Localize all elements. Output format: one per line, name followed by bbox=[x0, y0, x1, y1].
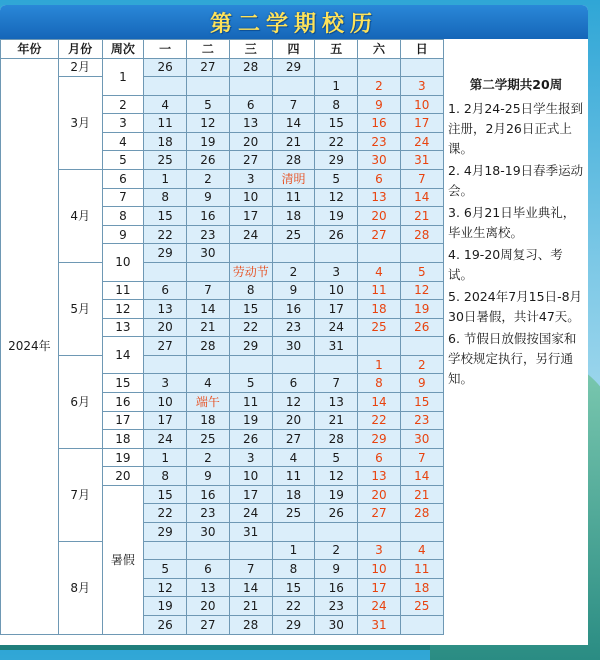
date-cell: 2 bbox=[315, 541, 358, 560]
date-cell: 3 bbox=[315, 262, 358, 281]
date-cell: 3 bbox=[400, 77, 443, 96]
week-number-cell: 17 bbox=[102, 411, 144, 430]
date-cell: 22 bbox=[315, 132, 358, 151]
date-cell bbox=[358, 244, 401, 263]
date-cell: 26 bbox=[229, 430, 272, 449]
holiday-cell: 劳动节 bbox=[229, 262, 272, 281]
date-cell: 19 bbox=[144, 597, 187, 616]
date-cell: 21 bbox=[229, 597, 272, 616]
date-cell: 28 bbox=[315, 430, 358, 449]
year-cell: 2024年 bbox=[1, 58, 59, 634]
date-cell: 28 bbox=[272, 151, 315, 170]
date-cell: 19 bbox=[187, 132, 230, 151]
date-cell: 6 bbox=[187, 560, 230, 579]
week-number-cell: 8 bbox=[102, 207, 144, 226]
date-cell: 13 bbox=[358, 467, 401, 486]
date-cell: 18 bbox=[187, 411, 230, 430]
date-cell: 11 bbox=[358, 281, 401, 300]
date-cell bbox=[229, 541, 272, 560]
date-cell bbox=[272, 523, 315, 542]
column-header: 一 bbox=[144, 40, 187, 59]
date-cell: 22 bbox=[229, 318, 272, 337]
date-cell: 16 bbox=[315, 578, 358, 597]
holiday-cell: 端午 bbox=[187, 392, 230, 411]
date-cell: 30 bbox=[315, 615, 358, 634]
column-header: 五 bbox=[315, 40, 358, 59]
note-item: 4. 19-20周复习、考试。 bbox=[448, 247, 563, 282]
date-cell: 28 bbox=[229, 58, 272, 77]
week-number-cell: 4 bbox=[102, 132, 144, 151]
date-cell: 18 bbox=[358, 300, 401, 319]
date-cell: 20 bbox=[358, 207, 401, 226]
week-number-cell: 2 bbox=[102, 95, 144, 114]
date-cell: 26 bbox=[144, 615, 187, 634]
date-cell: 5 bbox=[144, 560, 187, 579]
note-item: 6. 节假日放假按国家和学校规定执行，另行通知。 bbox=[448, 331, 577, 386]
column-header: 二 bbox=[187, 40, 230, 59]
date-cell bbox=[187, 77, 230, 96]
date-cell: 20 bbox=[229, 132, 272, 151]
note-item: 2. 4月18-19日春季运动会。 bbox=[448, 163, 584, 198]
date-cell: 1 bbox=[144, 170, 187, 189]
date-cell bbox=[400, 523, 443, 542]
week-number-cell: 19 bbox=[102, 448, 144, 467]
date-cell: 9 bbox=[315, 560, 358, 579]
date-cell: 20 bbox=[358, 485, 401, 504]
week-number-cell: 7 bbox=[102, 188, 144, 207]
date-cell: 16 bbox=[187, 485, 230, 504]
date-cell: 24 bbox=[315, 318, 358, 337]
date-cell: 22 bbox=[358, 411, 401, 430]
date-cell: 21 bbox=[187, 318, 230, 337]
date-cell: 13 bbox=[229, 114, 272, 133]
date-cell: 3 bbox=[229, 448, 272, 467]
date-cell bbox=[315, 58, 358, 77]
date-cell: 14 bbox=[358, 392, 401, 411]
date-cell: 21 bbox=[400, 207, 443, 226]
date-cell bbox=[144, 541, 187, 560]
date-cell: 6 bbox=[144, 281, 187, 300]
notes-list bbox=[448, 99, 584, 389]
date-cell: 11 bbox=[272, 467, 315, 486]
date-cell: 5 bbox=[229, 374, 272, 393]
date-cell: 26 bbox=[400, 318, 443, 337]
date-cell: 14 bbox=[187, 300, 230, 319]
date-cell: 13 bbox=[358, 188, 401, 207]
date-cell: 27 bbox=[187, 58, 230, 77]
week-number-cell: 20 bbox=[102, 467, 144, 486]
date-cell bbox=[400, 58, 443, 77]
date-cell: 24 bbox=[229, 225, 272, 244]
date-cell: 4 bbox=[272, 448, 315, 467]
date-cell: 25 bbox=[272, 225, 315, 244]
date-cell: 21 bbox=[272, 132, 315, 151]
date-cell: 7 bbox=[400, 448, 443, 467]
date-cell bbox=[272, 244, 315, 263]
date-cell: 6 bbox=[272, 374, 315, 393]
date-cell: 27 bbox=[358, 225, 401, 244]
date-cell: 25 bbox=[272, 504, 315, 523]
week-row bbox=[1, 58, 589, 77]
date-cell: 18 bbox=[272, 207, 315, 226]
date-cell: 25 bbox=[187, 430, 230, 449]
week-number-cell: 9 bbox=[102, 225, 144, 244]
date-cell: 19 bbox=[315, 485, 358, 504]
date-cell: 30 bbox=[187, 523, 230, 542]
date-cell: 1 bbox=[358, 355, 401, 374]
date-cell: 9 bbox=[187, 188, 230, 207]
date-cell bbox=[229, 244, 272, 263]
date-cell: 10 bbox=[400, 95, 443, 114]
date-cell bbox=[358, 58, 401, 77]
date-cell: 20 bbox=[272, 411, 315, 430]
date-cell: 2 bbox=[358, 77, 401, 96]
week-number-cell: 13 bbox=[102, 318, 144, 337]
date-cell: 9 bbox=[358, 95, 401, 114]
date-cell: 19 bbox=[315, 207, 358, 226]
column-header: 四 bbox=[272, 40, 315, 59]
date-cell: 16 bbox=[358, 114, 401, 133]
date-cell: 29 bbox=[272, 615, 315, 634]
date-cell: 1 bbox=[272, 541, 315, 560]
notes-column bbox=[443, 40, 588, 59]
date-cell: 13 bbox=[315, 392, 358, 411]
date-cell: 24 bbox=[144, 430, 187, 449]
date-cell: 9 bbox=[187, 467, 230, 486]
date-cell: 7 bbox=[229, 560, 272, 579]
date-cell: 25 bbox=[358, 318, 401, 337]
week-number-cell: 1 bbox=[102, 58, 144, 95]
date-cell: 14 bbox=[229, 578, 272, 597]
date-cell: 26 bbox=[315, 225, 358, 244]
date-cell: 21 bbox=[400, 485, 443, 504]
note-item: 3. 6月21日毕业典礼，毕业生离校。 bbox=[448, 205, 576, 240]
date-cell: 12 bbox=[272, 392, 315, 411]
column-header: 周次 bbox=[102, 40, 144, 59]
date-cell: 4 bbox=[400, 541, 443, 560]
date-cell: 10 bbox=[315, 281, 358, 300]
date-cell: 31 bbox=[229, 523, 272, 542]
date-cell: 20 bbox=[144, 318, 187, 337]
header-row bbox=[1, 40, 589, 59]
note-item: 1. 2月24-25日学生报到注册，2月26日正式上课。 bbox=[448, 101, 584, 156]
date-cell bbox=[187, 541, 230, 560]
date-cell: 2 bbox=[272, 262, 315, 281]
date-cell bbox=[272, 355, 315, 374]
date-cell: 30 bbox=[358, 151, 401, 170]
date-cell bbox=[187, 355, 230, 374]
date-cell: 13 bbox=[187, 578, 230, 597]
date-cell: 17 bbox=[229, 207, 272, 226]
date-cell bbox=[229, 355, 272, 374]
date-cell bbox=[315, 523, 358, 542]
date-cell: 18 bbox=[400, 578, 443, 597]
date-cell: 3 bbox=[144, 374, 187, 393]
date-cell: 11 bbox=[400, 560, 443, 579]
date-cell bbox=[400, 244, 443, 263]
date-cell: 6 bbox=[229, 95, 272, 114]
date-cell: 18 bbox=[272, 485, 315, 504]
date-cell: 7 bbox=[400, 170, 443, 189]
date-cell: 1 bbox=[315, 77, 358, 96]
month-cell: 4月 bbox=[58, 170, 102, 263]
date-cell: 28 bbox=[400, 225, 443, 244]
date-cell: 12 bbox=[400, 281, 443, 300]
date-cell: 8 bbox=[358, 374, 401, 393]
column-header: 月份 bbox=[58, 40, 102, 59]
date-cell: 8 bbox=[272, 560, 315, 579]
summer-break-cell: 暑假 bbox=[102, 485, 144, 634]
month-cell: 5月 bbox=[58, 262, 102, 355]
date-cell: 15 bbox=[144, 485, 187, 504]
month-cell: 6月 bbox=[58, 355, 102, 448]
date-cell: 10 bbox=[229, 467, 272, 486]
date-cell: 9 bbox=[272, 281, 315, 300]
date-cell: 31 bbox=[315, 337, 358, 356]
note-item: 5. 2024年7月15日-8月30日暑假，共计47天。 bbox=[448, 289, 583, 324]
date-cell: 28 bbox=[400, 504, 443, 523]
date-cell: 8 bbox=[144, 188, 187, 207]
date-cell bbox=[400, 337, 443, 356]
date-cell: 12 bbox=[144, 578, 187, 597]
date-cell: 8 bbox=[315, 95, 358, 114]
date-cell: 5 bbox=[400, 262, 443, 281]
date-cell: 22 bbox=[272, 597, 315, 616]
date-cell: 27 bbox=[187, 615, 230, 634]
date-cell: 17 bbox=[315, 300, 358, 319]
date-cell: 27 bbox=[358, 504, 401, 523]
date-cell: 29 bbox=[229, 337, 272, 356]
date-cell: 1 bbox=[144, 448, 187, 467]
date-cell: 19 bbox=[400, 300, 443, 319]
column-header: 三 bbox=[229, 40, 272, 59]
month-cell: 8月 bbox=[58, 541, 102, 634]
date-cell: 15 bbox=[144, 207, 187, 226]
date-cell: 29 bbox=[144, 523, 187, 542]
date-cell: 3 bbox=[229, 170, 272, 189]
week-number-cell: 16 bbox=[102, 392, 144, 411]
date-cell: 7 bbox=[315, 374, 358, 393]
date-cell: 7 bbox=[187, 281, 230, 300]
date-cell: 22 bbox=[144, 225, 187, 244]
date-cell: 2 bbox=[400, 355, 443, 374]
date-cell: 15 bbox=[272, 578, 315, 597]
week-number-cell: 11 bbox=[102, 281, 144, 300]
date-cell: 21 bbox=[315, 411, 358, 430]
date-cell: 29 bbox=[358, 430, 401, 449]
date-cell: 17 bbox=[400, 114, 443, 133]
date-cell: 4 bbox=[144, 95, 187, 114]
week-number-cell: 3 bbox=[102, 114, 144, 133]
week-number-cell: 5 bbox=[102, 151, 144, 170]
date-cell bbox=[187, 262, 230, 281]
date-cell: 15 bbox=[400, 392, 443, 411]
week-number-cell: 6 bbox=[102, 170, 144, 189]
date-cell: 25 bbox=[400, 597, 443, 616]
date-cell: 28 bbox=[187, 337, 230, 356]
week-number-cell: 18 bbox=[102, 430, 144, 449]
date-cell: 15 bbox=[229, 300, 272, 319]
title-bar bbox=[0, 5, 588, 39]
date-cell: 9 bbox=[400, 374, 443, 393]
date-cell: 7 bbox=[272, 95, 315, 114]
date-cell: 26 bbox=[315, 504, 358, 523]
date-cell: 27 bbox=[229, 151, 272, 170]
date-cell: 12 bbox=[187, 114, 230, 133]
date-cell: 18 bbox=[144, 132, 187, 151]
date-cell: 23 bbox=[400, 411, 443, 430]
date-cell: 15 bbox=[315, 114, 358, 133]
date-cell bbox=[229, 77, 272, 96]
date-cell: 17 bbox=[229, 485, 272, 504]
date-cell: 24 bbox=[400, 132, 443, 151]
holiday-cell: 清明 bbox=[272, 170, 315, 189]
date-cell: 14 bbox=[400, 467, 443, 486]
month-cell: 3月 bbox=[58, 77, 102, 170]
date-cell: 23 bbox=[187, 225, 230, 244]
date-cell: 5 bbox=[315, 448, 358, 467]
page-title: 第二学期校历 bbox=[209, 12, 378, 37]
date-cell: 23 bbox=[315, 597, 358, 616]
date-cell: 30 bbox=[187, 244, 230, 263]
date-cell: 10 bbox=[229, 188, 272, 207]
date-cell: 6 bbox=[358, 170, 401, 189]
date-cell: 5 bbox=[315, 170, 358, 189]
column-header: 日 bbox=[400, 40, 443, 59]
date-cell: 26 bbox=[144, 58, 187, 77]
date-cell: 16 bbox=[187, 207, 230, 226]
column-header: 六 bbox=[358, 40, 401, 59]
date-cell: 29 bbox=[272, 58, 315, 77]
date-cell bbox=[144, 77, 187, 96]
date-cell: 11 bbox=[229, 392, 272, 411]
week-number-cell: 14 bbox=[102, 337, 144, 374]
date-cell: 12 bbox=[315, 188, 358, 207]
date-cell: 29 bbox=[315, 151, 358, 170]
date-cell: 12 bbox=[315, 467, 358, 486]
date-cell: 31 bbox=[400, 151, 443, 170]
date-cell: 10 bbox=[144, 392, 187, 411]
date-cell: 10 bbox=[358, 560, 401, 579]
calendar-panel bbox=[0, 5, 588, 645]
date-cell: 6 bbox=[358, 448, 401, 467]
date-cell: 17 bbox=[358, 578, 401, 597]
date-cell: 27 bbox=[144, 337, 187, 356]
date-cell: 2 bbox=[187, 448, 230, 467]
date-cell: 11 bbox=[272, 188, 315, 207]
date-cell: 23 bbox=[187, 504, 230, 523]
month-cell: 2月 bbox=[58, 58, 102, 77]
date-cell bbox=[358, 523, 401, 542]
date-cell: 25 bbox=[144, 151, 187, 170]
week-number-cell: 15 bbox=[102, 374, 144, 393]
date-cell: 27 bbox=[272, 430, 315, 449]
date-cell: 4 bbox=[358, 262, 401, 281]
date-cell bbox=[272, 77, 315, 96]
month-cell: 7月 bbox=[58, 448, 102, 541]
date-cell: 5 bbox=[187, 95, 230, 114]
date-cell bbox=[358, 337, 401, 356]
week-number-cell: 10 bbox=[102, 244, 144, 281]
date-cell: 30 bbox=[400, 430, 443, 449]
date-cell: 24 bbox=[229, 504, 272, 523]
date-cell: 16 bbox=[272, 300, 315, 319]
date-cell: 4 bbox=[187, 374, 230, 393]
date-cell bbox=[144, 355, 187, 374]
date-cell: 8 bbox=[229, 281, 272, 300]
date-cell: 20 bbox=[187, 597, 230, 616]
date-cell: 28 bbox=[229, 615, 272, 634]
date-cell: 23 bbox=[272, 318, 315, 337]
date-cell: 14 bbox=[400, 188, 443, 207]
date-cell: 22 bbox=[144, 504, 187, 523]
date-cell: 8 bbox=[144, 467, 187, 486]
date-cell: 14 bbox=[272, 114, 315, 133]
date-cell: 3 bbox=[358, 541, 401, 560]
date-cell: 26 bbox=[187, 151, 230, 170]
date-cell: 23 bbox=[358, 132, 401, 151]
date-cell: 17 bbox=[144, 411, 187, 430]
date-cell bbox=[144, 262, 187, 281]
week-number-cell: 12 bbox=[102, 300, 144, 319]
column-header: 年份 bbox=[1, 40, 59, 59]
date-cell: 31 bbox=[358, 615, 401, 634]
date-cell bbox=[400, 615, 443, 634]
date-cell bbox=[315, 355, 358, 374]
date-cell: 24 bbox=[358, 597, 401, 616]
date-cell: 13 bbox=[144, 300, 187, 319]
date-cell: 29 bbox=[144, 244, 187, 263]
date-cell: 30 bbox=[272, 337, 315, 356]
date-cell: 2 bbox=[187, 170, 230, 189]
date-cell: 11 bbox=[144, 114, 187, 133]
date-cell bbox=[315, 244, 358, 263]
notes-title: 第二学期共20周 bbox=[469, 77, 563, 92]
notes-panel bbox=[448, 75, 584, 391]
date-cell: 19 bbox=[229, 411, 272, 430]
